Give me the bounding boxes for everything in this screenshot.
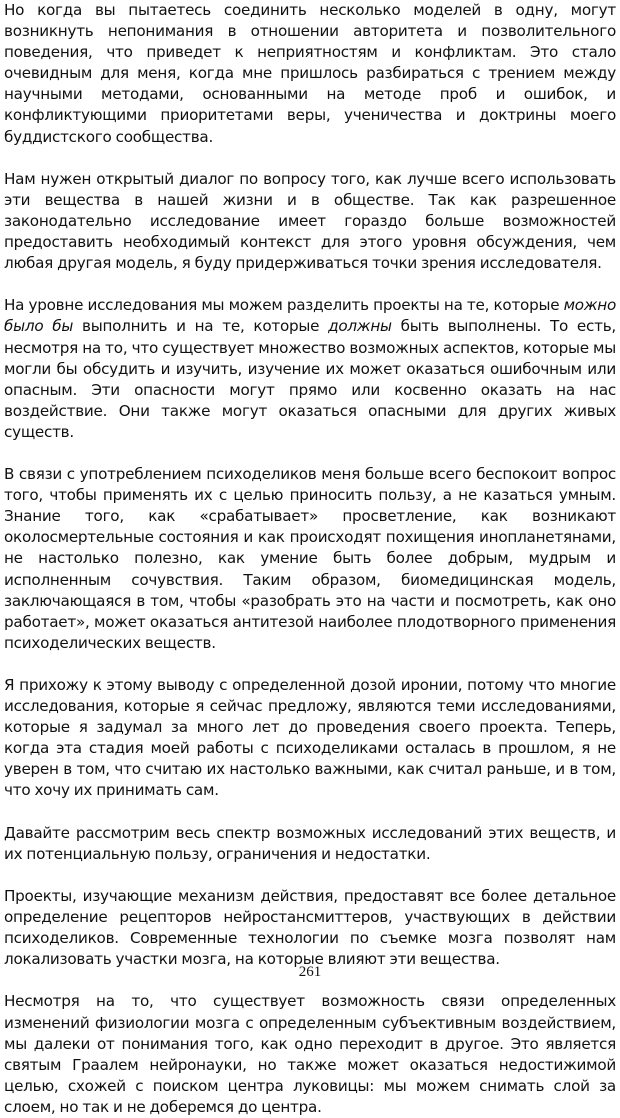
- text-run: Давайте рассмотрим весь спектр возможных исследований этих веществ, и их потенциальную пользу, ограничения и недостатки.: [4, 823, 616, 863]
- text-run: быть выполнены. То есть, несмотря на то, что существует множество возможных аспектов, которые мы могли бы обсудить и изучить, изучение их может оказаться ошибочным или опасным. Эти опасности могут прямо или косвенно оказать на нас воздействие. Они также могут оказаться опасными для других живых существ.: [4, 317, 617, 441]
- text-run: В связи с употреблением психоделиков меня больше всего беспокоит вопрос того, чтобы применять их с целью приносить пользу, а не казаться умным. Знание того, как «срабатывает» просветление, как возникают околосмертельные состояния и как происходят похищения инопланетянами, не настолько полезно, как умение быть более добрым, мудрым и исполненным сочувствия. Таким образом, биомедицинская модель, заключающаяся в том, чтобы «разобрать это на части и посмотреть, как оно работает», может оказаться антитезой наиболее плодотворного применения психоделических веществ.: [4, 465, 616, 652]
- paragraph: [4, 464, 616, 654]
- text-run: На уровне исследования мы можем разделить проекты на те, которые: [4, 296, 564, 315]
- text-run: Проекты, изучающие механизм действия, предоставят все более детальное определение рецепторов нейростансмиттеров, участвующих в действии психоделиков. Современные технологии по съемке мозга позволят нам локализовать участки мозга, на которые влияют эти вещества.: [4, 886, 616, 969]
- paragraph: [4, 675, 616, 802]
- italic-emphasis: должны: [328, 317, 392, 336]
- text-run: выполнить и на те, которые: [73, 317, 329, 336]
- text-run: Но когда вы пытаетесь соединить несколько моделей в одну, могут возникнуть непонимания в отношении авторитета и позволительного поведения, что приведет к неприятностям и конфликтам. Это стало очевидным для меня, когда мне пришлось разбираться с трением между научными методами, основанными на методе проб и ошибок, и конфликтующими приоритетами веры, ученичества и доктрины моего буддистского сообщества.: [4, 1, 616, 146]
- paragraph: [4, 295, 616, 443]
- body-text: [4, 0, 616, 1118]
- text-run: Я прихожу к этому выводу с определенной дозой иронии, потому что многие исследования, которые я сейчас предложу, являются теми исследованиями, которые я задумал за много лет до проведения своего проекта. Теперь, когда эта стадия моей работы с психоделиками осталась в прошлом, я не уверен в том, что считаю их настолько важными, как считал раньше, и в том, что хочу их принимать сам.: [4, 676, 616, 800]
- paragraph: [4, 823, 616, 865]
- text-run: Нам нужен открытый диалог по вопросу того, как лучше всего использовать эти вещества в нашей жизни и в обществе. Так как разрешенное законодательно исследование имеет гораздо больше возможностей предоставить необходимый контекст для этого уровня обсуждения, чем любая другая модель, я буду придерживаться точки зрения исследователя.: [4, 169, 616, 273]
- paragraph: [4, 886, 616, 970]
- paragraph: [4, 169, 616, 274]
- paragraph: [4, 991, 616, 1118]
- paragraph: [4, 0, 616, 148]
- text-run: Несмотря на то, что существует возможность связи определенных изменений физиологии мозга с определенным субъективным воздействием, мы далеки от понимания того, как одно переходит в другое. Это является святым Граалем нейронауки, но также может оказаться недостижимой целью, схожей с поиском центра луковицы: мы можем снимать слой за слоем, но так и не доберемся до центра.: [4, 992, 616, 1116]
- italic-emphasis: можно было бы: [4, 296, 616, 336]
- page-number: 261: [298, 964, 322, 980]
